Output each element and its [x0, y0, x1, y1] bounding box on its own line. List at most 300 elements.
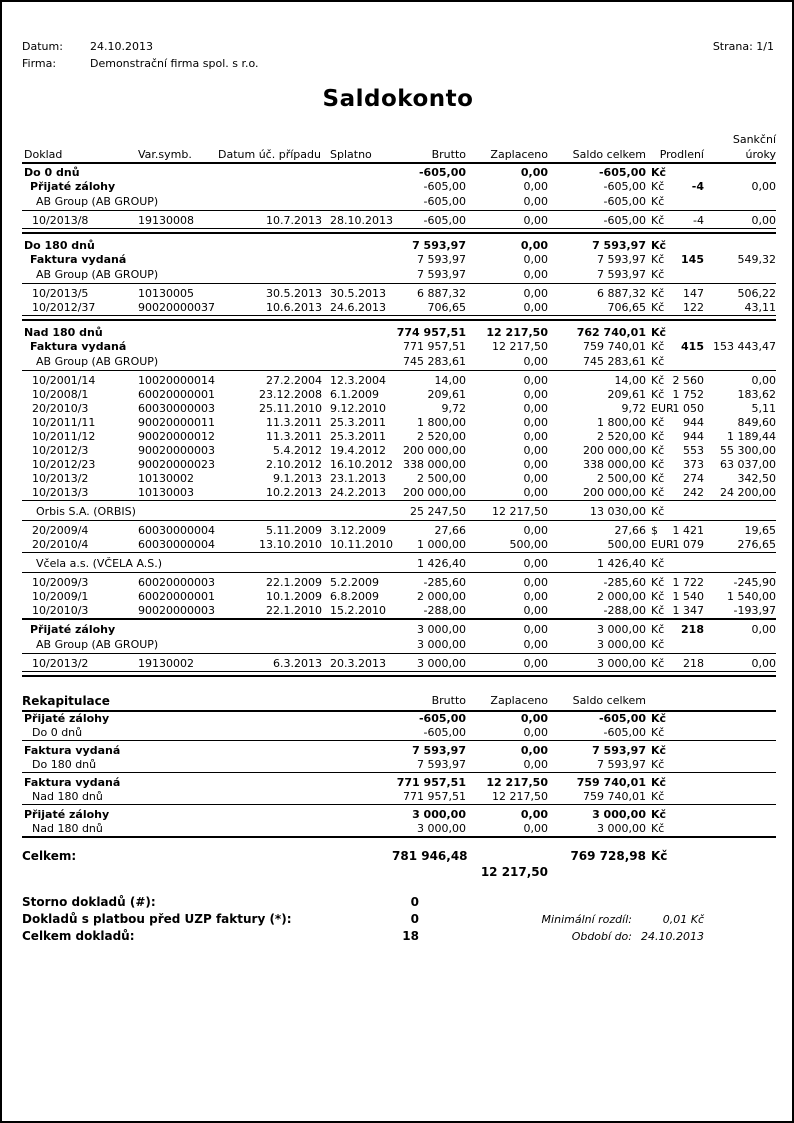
cell-varsymb: 90020000003 [138, 444, 215, 457]
cell-prodleni: 373 [683, 458, 704, 471]
table-row-section [22, 237, 776, 253]
cell-brutto: -288,00 [423, 604, 466, 617]
totals-zaplaceno: 12 217,50 [480, 865, 548, 879]
cell-mena: Kč [651, 253, 665, 266]
cell-splatno: 25.3.2011 [330, 416, 386, 429]
totals-label: Celkem: [22, 849, 77, 863]
column-zaplaceno: Zaplaceno [466, 147, 548, 163]
cell-doklad: 10/2001/14 [32, 374, 96, 387]
cell-label: Faktura vydaná [30, 340, 127, 353]
cell-mena: Kč [651, 374, 665, 387]
footer-value: 0 [410, 912, 419, 926]
footer-note-value [632, 894, 704, 911]
cell-zaplaceno: 0,00 [523, 253, 548, 266]
cell-varsymb: 90020000023 [138, 458, 215, 471]
cell-uroky: 43,11 [744, 301, 776, 314]
cell-zaplaceno: 0,00 [523, 486, 548, 499]
saldokonto-table [22, 132, 776, 680]
cell-doklad: 10/2012/23 [32, 458, 96, 471]
table-row-group [22, 253, 776, 267]
table-row-detail [22, 604, 776, 619]
cell-mena: Kč [651, 576, 665, 589]
cell-zaplaceno: 0,00 [523, 180, 548, 193]
cell-saldo: 7 593,97 [597, 253, 646, 266]
rekap-brutto: 771 957,51 [396, 776, 466, 789]
cell-datum: 22.1.2010 [266, 604, 322, 617]
cell-prodleni: 2 560 [672, 374, 704, 387]
footer-value: 18 [402, 929, 419, 943]
cell-brutto: 745 283,61 [403, 355, 466, 368]
cell-brutto: -285,60 [423, 576, 466, 589]
table-row-partner [22, 556, 776, 573]
cell-zaplaceno: 0,00 [523, 287, 548, 300]
cell-varsymb: 90020000011 [138, 416, 215, 429]
cell-uroky: 0,00 [751, 374, 776, 387]
cell-splatno: 15.2.2010 [330, 604, 386, 617]
totals-brutto: 781 946,48 [392, 849, 468, 863]
rekap-mena: Kč [651, 790, 665, 803]
cell-prodleni: 1 079 [672, 538, 704, 551]
cell-uroky [704, 163, 776, 180]
cell-brutto: 706,65 [427, 301, 466, 314]
cell-brutto: 1 000,00 [417, 538, 466, 551]
cell-uroky [704, 194, 776, 211]
cell-zaplaceno: 0,00 [523, 430, 548, 443]
rekap-row-main [22, 711, 776, 726]
cell-saldo: 2 520,00 [597, 430, 646, 443]
table-row-detail [22, 458, 776, 472]
cell-prodleni: 415 [681, 340, 704, 353]
cell-mena: Kč [651, 268, 665, 281]
cell-saldo: 762 740,01 [576, 326, 646, 339]
cell-mena: Kč [651, 430, 665, 443]
cell-prodleni: 1 540 [672, 590, 704, 603]
rekap-saldo: 759 740,01 [576, 776, 646, 789]
cell-uroky [704, 324, 776, 340]
cell-saldo: 2 000,00 [597, 590, 646, 603]
rekap-brutto: -605,00 [423, 726, 466, 739]
cell-prodleni: 218 [683, 657, 704, 670]
cell-brutto: 2 520,00 [417, 430, 466, 443]
cell-zaplaceno: 0,00 [523, 301, 548, 314]
table-row-detail [22, 657, 776, 672]
table-row-detail [22, 287, 776, 301]
cell-prodleni [670, 504, 704, 521]
rekap-saldo: 759 740,01 [583, 790, 646, 803]
cell-mena: Kč [651, 416, 665, 429]
cell-mena: EUR [651, 538, 674, 551]
rekap-zaplaceno: 0,00 [520, 808, 548, 821]
cell-mena: Kč [651, 326, 667, 339]
cell-uroky: 183,62 [737, 388, 776, 401]
cell-mena: EUR [651, 402, 674, 415]
footer-note-label: Období do: [571, 930, 632, 943]
table-row-partner [22, 354, 776, 371]
rekap-column-saldo: Saldo celkem [548, 694, 646, 711]
cell-varsymb: 10130003 [138, 486, 194, 499]
cell-splatno: 20.3.2013 [330, 657, 386, 670]
firma-value: Demonstrační firma spol. s r.o. [90, 57, 259, 70]
column-uroky: úroky [704, 147, 776, 163]
cell-saldo: -285,60 [603, 576, 646, 589]
cell-prodleni: 944 [683, 416, 704, 429]
cell-datum: 27.2.2004 [266, 374, 322, 387]
table-row-partner [22, 194, 776, 211]
cell-varsymb: 10130005 [138, 287, 194, 300]
totals-row-2 [22, 864, 776, 880]
rekap-mena: Kč [651, 758, 665, 771]
cell-doklad: 10/2013/2 [32, 657, 89, 670]
rule-line [22, 837, 776, 841]
cell-uroky: 5,11 [751, 402, 776, 415]
cell-zaplaceno: 0,00 [523, 355, 548, 368]
cell-brutto: 1 800,00 [417, 416, 466, 429]
table-row-section [22, 163, 776, 180]
cell-zaplaceno: 0,00 [523, 416, 548, 429]
rekap-zaplaceno: 0,00 [523, 726, 548, 739]
table-row-partner [22, 637, 776, 654]
cell-zaplaceno: 500,00 [509, 538, 548, 551]
rekap-brutto: 3 000,00 [417, 822, 466, 835]
footer-note-value: 24.10.2013 [641, 930, 704, 943]
cell-datum: 10.7.2013 [266, 214, 322, 227]
table-row-partner [22, 504, 776, 521]
cell-zaplaceno: 0,00 [523, 268, 548, 281]
cell-uroky: 1 540,00 [727, 590, 776, 603]
cell-mena: Kč [651, 638, 665, 651]
cell-splatno: 23.1.2013 [330, 472, 386, 485]
cell-mena: Kč [651, 557, 665, 570]
cell-uroky: -193,97 [733, 604, 776, 617]
cell-doklad: 10/2009/3 [32, 576, 89, 589]
cell-doklad: 20/2009/4 [32, 524, 89, 537]
cell-doklad: 10/2008/1 [32, 388, 89, 401]
cell-uroky: 19,65 [744, 524, 776, 537]
cell-saldo: -605,00 [598, 166, 646, 179]
rekap-brutto: 7 593,97 [417, 758, 466, 771]
rekap-saldo: 3 000,00 [592, 808, 646, 821]
cell-zaplaceno: 0,00 [523, 458, 548, 471]
rekap-zaplaceno: 0,00 [520, 744, 548, 757]
cell-mena: Kč [651, 604, 665, 617]
cell-brutto: 209,61 [427, 388, 466, 401]
rekap-mena: Kč [651, 744, 667, 757]
rekap-column-brutto: Brutto [392, 694, 466, 711]
cell-zaplaceno: 0,00 [523, 590, 548, 603]
cell-saldo: 338 000,00 [583, 458, 646, 471]
cell-zaplaceno: 12 217,50 [486, 326, 548, 339]
cell-mena: Kč [651, 195, 665, 208]
cell-doklad: 10/2012/3 [32, 444, 89, 457]
rekap-zaplaceno: 0,00 [523, 758, 548, 771]
cell-datum: 9.1.2013 [273, 472, 322, 485]
cell-saldo: 1 800,00 [597, 416, 646, 429]
cell-saldo: 6 887,32 [597, 287, 646, 300]
cell-varsymb: 60030000004 [138, 538, 215, 551]
cell-varsymb: 60020000001 [138, 590, 215, 603]
table-row-detail [22, 486, 776, 501]
totals-row [22, 848, 776, 864]
cell-doklad: 10/2010/3 [32, 604, 89, 617]
cell-datum: 6.3.2013 [273, 657, 322, 670]
cell-zaplaceno: 0,00 [523, 604, 548, 617]
table-row-group [22, 340, 776, 354]
cell-varsymb: 10020000014 [138, 374, 215, 387]
column-splatno: Splatno [322, 147, 392, 163]
cell-saldo: 500,00 [607, 538, 646, 551]
cell-uroky: 506,22 [737, 287, 776, 300]
cell-datum: 10.6.2013 [266, 301, 322, 314]
cell-saldo: 745 283,61 [583, 355, 646, 368]
cell-saldo: 1 426,40 [597, 557, 646, 570]
cell-zaplaceno: 12 217,50 [492, 340, 548, 353]
totals-saldo: 769 728,98 [570, 849, 646, 863]
rekap-label: Nad 180 dnů [32, 822, 103, 835]
report-header [22, 40, 774, 70]
table-row-detail [22, 524, 776, 538]
cell-prodleni: 274 [683, 472, 704, 485]
rekap-header-row [22, 694, 776, 711]
cell-zaplaceno: 0,00 [523, 524, 548, 537]
cell-zaplaceno: 0,00 [523, 195, 548, 208]
cell-uroky: 0,00 [751, 623, 776, 636]
cell-brutto: -605,00 [423, 195, 466, 208]
cell-splatno: 10.11.2010 [330, 538, 393, 551]
column-sankcni: Sankční [732, 133, 776, 146]
cell-brutto: 2 000,00 [417, 590, 466, 603]
cell-prodleni [670, 267, 704, 284]
cell-saldo: 27,66 [614, 524, 646, 537]
table-row-detail [22, 388, 776, 402]
cell-varsymb: 60030000003 [138, 402, 215, 415]
cell-brutto: -605,00 [423, 214, 466, 227]
rekap-brutto: 771 957,51 [403, 790, 466, 803]
cell-saldo: 200 000,00 [583, 444, 646, 457]
cell-uroky: 55 300,00 [720, 444, 776, 457]
cell-splatno: 3.12.2009 [330, 524, 386, 537]
cell-datum: 23.12.2008 [259, 388, 322, 401]
datum-label: Datum: [22, 40, 63, 53]
cell-brutto: 338 000,00 [403, 458, 466, 471]
footer-note-label [444, 894, 632, 911]
cell-brutto: -605,00 [423, 180, 466, 193]
cell-saldo: 9,72 [621, 402, 646, 415]
rekap-label: Faktura vydaná [24, 744, 121, 757]
table-row-detail [22, 416, 776, 430]
cell-uroky: 63 037,00 [720, 458, 776, 471]
cell-label: AB Group (AB GROUP) [36, 195, 159, 208]
rekap-mena: Kč [651, 808, 667, 821]
cell-brutto: 1 426,40 [417, 557, 466, 570]
cell-splatno: 5.2.2009 [330, 576, 379, 589]
cell-label: Do 180 dnů [24, 239, 95, 252]
cell-mena: Kč [651, 340, 665, 353]
table-header-row-1 [22, 132, 776, 147]
footer-value: 0 [410, 895, 419, 909]
cell-prodleni: 944 [683, 430, 704, 443]
cell-uroky [704, 237, 776, 253]
cell-label: Včela a.s. (VČELA A.S.) [36, 557, 163, 570]
cell-doklad: 10/2013/8 [32, 214, 89, 227]
cell-doklad: 20/2010/4 [32, 538, 89, 551]
cell-prodleni [670, 354, 704, 371]
cell-zaplaceno: 0,00 [523, 638, 548, 651]
cell-brutto: 6 887,32 [417, 287, 466, 300]
cell-saldo: 14,00 [614, 374, 646, 387]
cell-brutto: 2 500,00 [417, 472, 466, 485]
cell-datum: 11.3.2011 [266, 430, 322, 443]
cell-doklad: 10/2013/3 [32, 486, 89, 499]
column-saldo: Saldo celkem [548, 147, 646, 163]
cell-mena: Kč [651, 657, 665, 670]
horizontal-rule [22, 837, 776, 841]
cell-prodleni [670, 163, 704, 180]
cell-prodleni: 122 [683, 301, 704, 314]
cell-varsymb: 19130008 [138, 214, 194, 227]
cell-varsymb: 90020000003 [138, 604, 215, 617]
cell-brutto: 7 593,97 [417, 268, 466, 281]
cell-prodleni: 1 050 [672, 402, 704, 415]
strana-label: Strana: [712, 40, 753, 53]
cell-splatno: 9.12.2010 [330, 402, 386, 415]
cell-mena: Kč [651, 444, 665, 457]
cell-label: Faktura vydaná [30, 253, 127, 266]
table-row-detail [22, 214, 776, 229]
cell-prodleni: -4 [691, 180, 704, 193]
rekap-zaplaceno: 12 217,50 [492, 790, 548, 803]
cell-uroky: 0,00 [751, 214, 776, 227]
rekap-saldo: 7 593,97 [597, 758, 646, 771]
table-row-detail [22, 538, 776, 553]
rekap-column-zaplaceno: Zaplaceno [466, 694, 548, 711]
cell-splatno: 28.10.2013 [330, 214, 393, 227]
table-row-detail [22, 374, 776, 388]
cell-mena: Kč [651, 287, 665, 300]
cell-brutto: 3 000,00 [417, 657, 466, 670]
cell-saldo: -605,00 [603, 195, 646, 208]
cell-mena: Kč [651, 590, 665, 603]
rekap-row-main [22, 776, 776, 790]
cell-mena: Kč [651, 239, 667, 252]
strana [713, 40, 774, 53]
rekap-brutto: 7 593,97 [412, 744, 466, 757]
cell-prodleni: 145 [681, 253, 704, 266]
cell-mena: Kč [651, 472, 665, 485]
cell-doklad: 10/2011/11 [32, 416, 96, 429]
cell-uroky [704, 504, 776, 521]
cell-uroky: 153 443,47 [713, 340, 776, 353]
cell-mena: Kč [651, 166, 667, 179]
cell-zaplaceno: 0,00 [523, 472, 548, 485]
rekap-zaplaceno: 12 217,50 [486, 776, 548, 789]
cell-uroky [704, 637, 776, 654]
cell-brutto: 7 593,97 [412, 239, 466, 252]
rekap-label: Přijaté zálohy [24, 712, 110, 725]
cell-prodleni [670, 237, 704, 253]
cell-splatno: 30.5.2013 [330, 287, 386, 300]
cell-brutto: 3 000,00 [417, 623, 466, 636]
totals-mena: Kč [651, 849, 668, 863]
cell-doklad: 10/2013/2 [32, 472, 89, 485]
cell-uroky: 0,00 [751, 657, 776, 670]
cell-prodleni: -4 [693, 214, 704, 227]
cell-prodleni: 147 [683, 287, 704, 300]
cell-varsymb: 60030000004 [138, 524, 215, 537]
rekap-brutto: -605,00 [418, 712, 466, 725]
cell-splatno: 24.2.2013 [330, 486, 386, 499]
cell-uroky: -245,90 [733, 576, 776, 589]
column-varsymb: Var.symb. [138, 147, 218, 163]
rekap-row-sub [22, 726, 776, 741]
cell-brutto: 771 957,51 [403, 340, 466, 353]
cell-mena: Kč [651, 623, 665, 636]
cell-zaplaceno: 0,00 [520, 239, 548, 252]
footer-note-value: 0,01 Kč [662, 913, 704, 926]
cell-saldo: 3 000,00 [597, 657, 646, 670]
cell-doklad: 20/2010/3 [32, 402, 89, 415]
table-row-detail [22, 576, 776, 590]
cell-datum: 2.10.2012 [266, 458, 322, 471]
cell-zaplaceno: 0,00 [523, 402, 548, 415]
footer-row [22, 894, 776, 911]
cell-label: AB Group (AB GROUP) [36, 638, 159, 651]
cell-zaplaceno: 0,00 [523, 557, 548, 570]
rekap-mena: Kč [651, 822, 665, 835]
cell-mena: $ [651, 524, 658, 537]
cell-brutto: 14,00 [434, 374, 466, 387]
rekap-row-sub [22, 758, 776, 773]
cell-zaplaceno: 0,00 [523, 576, 548, 589]
cell-label: Nad 180 dnů [24, 326, 103, 339]
cell-zaplaceno: 0,00 [520, 166, 548, 179]
table-row-detail [22, 402, 776, 416]
cell-label: Přijaté zálohy [30, 180, 116, 193]
cell-brutto: 7 593,97 [417, 253, 466, 266]
cell-splatno: 19.4.2012 [330, 444, 386, 457]
footer-label: Dokladů s platbou před UZP faktury (*): [22, 912, 292, 926]
cell-saldo: -605,00 [603, 180, 646, 193]
cell-label: Do 0 dnů [24, 166, 80, 179]
cell-label: Přijaté zálohy [30, 623, 116, 636]
rekap-title: Rekapitulace [22, 694, 392, 711]
table-row-detail [22, 472, 776, 486]
table-row-detail [22, 430, 776, 444]
rekap-label: Nad 180 dnů [32, 790, 103, 803]
cell-uroky: 24 200,00 [720, 486, 776, 499]
cell-brutto: 200 000,00 [403, 444, 466, 457]
column-datum: Datum úč. případu [218, 148, 321, 161]
cell-prodleni [670, 194, 704, 211]
cell-brutto: 27,66 [434, 524, 466, 537]
column-prodleni: Prodlení [646, 147, 704, 163]
cell-splatno: 6.1.2009 [330, 388, 379, 401]
rekap-label: Do 0 dnů [32, 726, 83, 739]
cell-datum: 13.10.2010 [259, 538, 322, 551]
cell-varsymb: 10130002 [138, 472, 194, 485]
footer-row [22, 928, 776, 945]
cell-prodleni [670, 324, 704, 340]
cell-datum: 5.11.2009 [266, 524, 322, 537]
cell-brutto: -605,00 [418, 166, 466, 179]
table-row-section [22, 324, 776, 340]
cell-saldo: -288,00 [603, 604, 646, 617]
cell-zaplaceno: 0,00 [523, 214, 548, 227]
cell-uroky: 549,32 [737, 253, 776, 266]
rule-line [22, 676, 776, 680]
rekap-row-main [22, 808, 776, 822]
cell-brutto: 774 957,51 [396, 326, 466, 339]
cell-saldo: 13 030,00 [590, 505, 646, 518]
